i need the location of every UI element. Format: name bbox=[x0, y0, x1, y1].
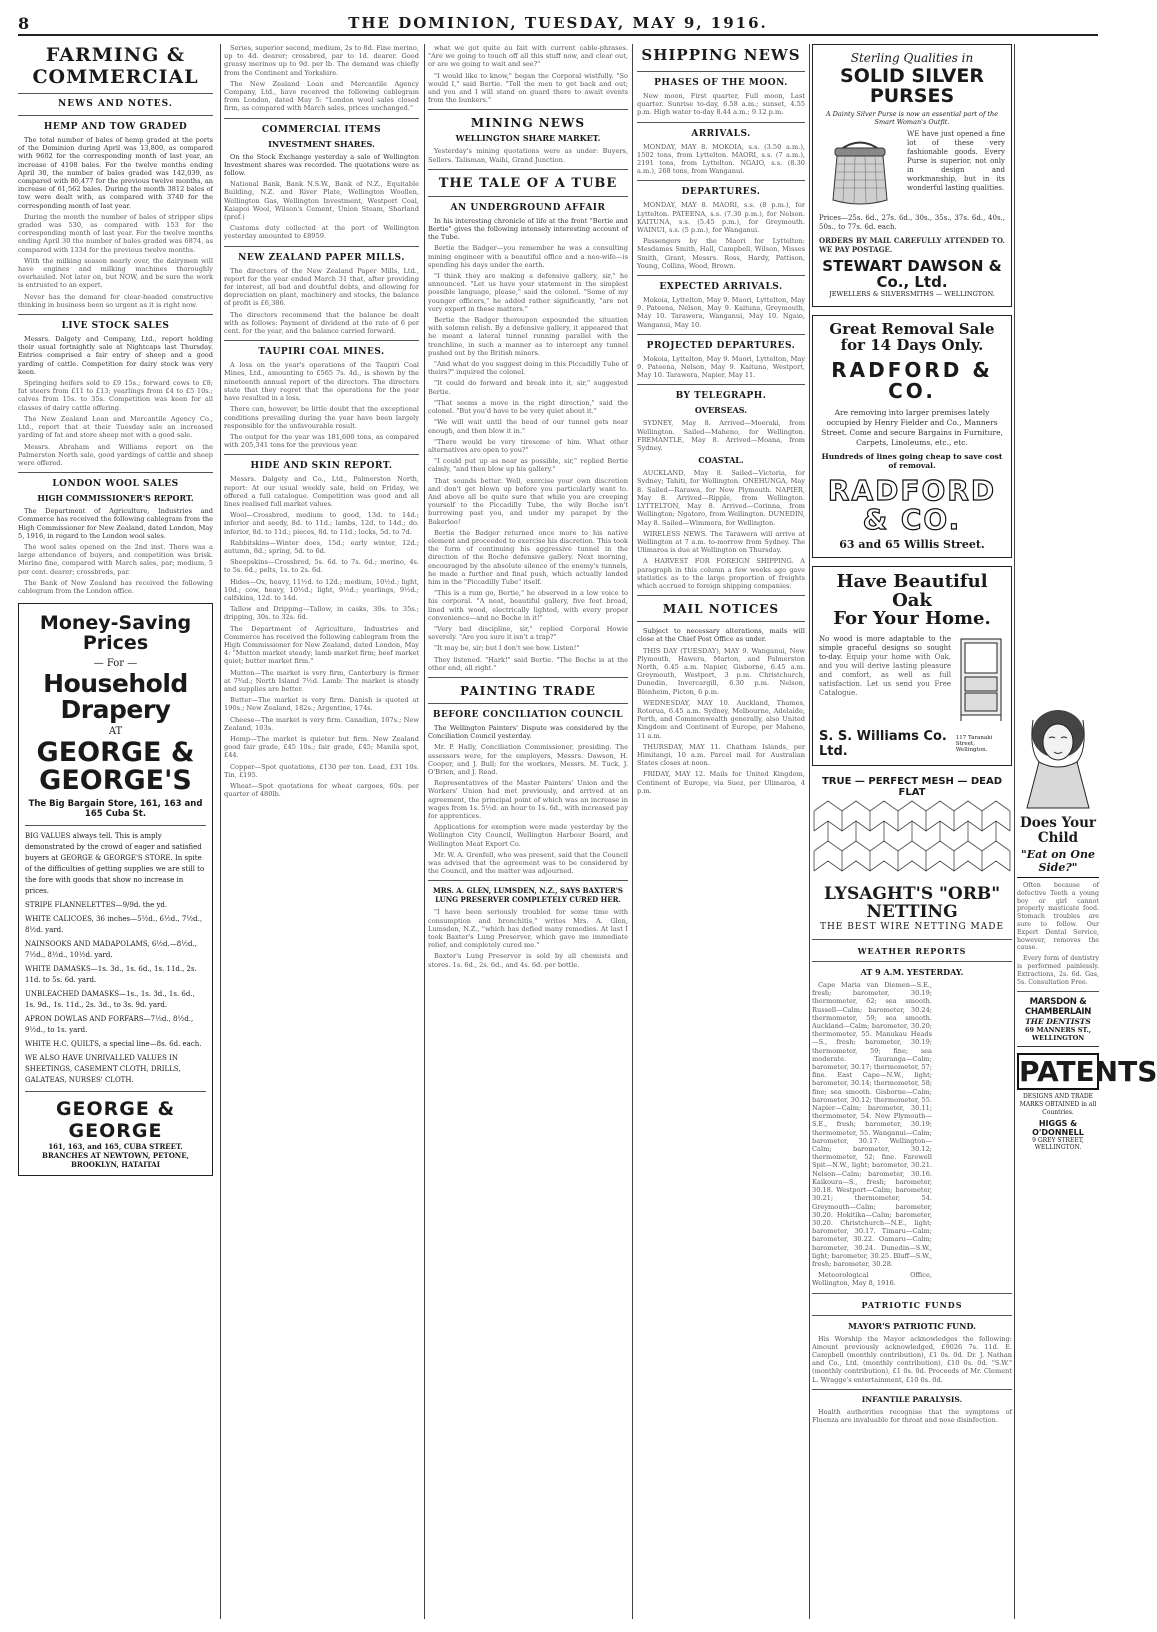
ad-intro: BIG VALUES always tell. This is amply demonstrated by the crowd of eager and satisfied buyers at GEORGE & GEORGE'S STORE. In spite of the difficulties of getting supplies we are still to the fore with goods that show no increase in prices. bbox=[25, 832, 205, 896]
story-body: what we got quite au fait with current cable-phrases. "Are we going to touch off all this stuff now, and clear out, or are we going to wait and see?" "I would like to know," began the Corporal wistfully. "So would I," said Bertie. "Tell the men to get back and out; and you and I will stand on guard there to await events from the bunkers." bbox=[428, 44, 628, 105]
story-title: LIVE STOCK SALES bbox=[61, 321, 170, 332]
ad-title-top: Sterling Qualities in bbox=[850, 51, 974, 65]
ad-headline: Have Beautiful Oak bbox=[836, 570, 988, 611]
story-title: TAUPIRI COAL MINES. bbox=[258, 347, 385, 358]
ad-title-big: SOLID SILVER PURSES bbox=[840, 65, 984, 107]
departures-title: DEPARTURES. bbox=[681, 187, 761, 198]
story-body: Subject to necessary alterations, mails will close at the Chief Post Office as under. THIS DAY (TUESDAY), MAY 9. Wanganui, New Plymouth, Hawera, Marton, and Palmerston North, 6.45 a.m. Napier, Gisborne, 6.45 a.m. Greymouth, Westport, 3 p.m. Christchurch, Dunedin, Invercargill, 6.30 p.m. Nelson, Blenheim, Picton, 6 p.m. WEDNESDAY, MAY 10. Auckland, Thames, Rotorua, 6.45 a.m. Sydney, Melbourne, Adelaide, Perth, and Commonwealth generally, also United Kingdom and Continent of Europe, per Maheno, 11 a.m. THURSDAY, MAY 11. Chatham Islands, per Himitangi, 10 a.m. Parcel mail for Australian States closes at noon. FRIDAY, MAY 12. Mails for United Kingdom, Continent of Europe, via Suez, per Ulimaroa, 4 p.m. bbox=[637, 627, 805, 795]
weather-title: WEATHER REPORTS bbox=[857, 946, 967, 957]
story-title: HIDE AND SKIN REPORT. bbox=[250, 461, 393, 472]
newspaper-title: THE DOMINION, TUESDAY, MAY 9, 1916. bbox=[348, 14, 768, 32]
ad-top-line: TRUE — PERFECT MESH — DEAD FLAT bbox=[821, 776, 1003, 799]
ad-subline: THE BEST WIRE NETTING MADE bbox=[819, 922, 1005, 933]
ad-firm-name: S. S. Williams Co. Ltd. bbox=[819, 729, 947, 760]
ad-headline-drapery: Household Drapery bbox=[43, 669, 188, 725]
story-body: His Worship the Mayor acknowledges the following: Amount previously acknowledged, £9026 7s. 11d. E. Campbell (monthly contribution), £1 0s. 0d. Dr. J. Nathan and Co., Ltd. (monthly contribution), £10 0s. 0d. "S.W." (monthly contribution), £1 0s. 0d. Proceeds of Mr. Clement L. Wragge's entertainment, £10 0s. 0d. bbox=[812, 1334, 1012, 1384]
story-title: THE TALE OF A TUBE bbox=[438, 175, 618, 191]
page-number: 8 bbox=[18, 14, 30, 33]
story-title: LONDON WOOL SALES bbox=[52, 479, 179, 490]
dentist-firm-name: MARSDON & CHAMBERLAIN bbox=[1024, 997, 1092, 1018]
ad-item: WHITE H.C. QUILTS, a special line—8s. 6d. each. bbox=[25, 1040, 202, 1049]
story-body: A loss on the year's operations of the Taupiri Coal Mines, Ltd., amounting to £565 7s. 4d., is shown by the nineteenth annual report of the directors. The directors state that they regret that the operations for the year have resulted in a loss. There can, however, be little doubt that the exceptional conditions prevailing during the year have been largely responsible for the unfavourable result. The output for the year was 181,600 tons, as compared with 205,341 tons for the previous year. bbox=[224, 361, 419, 450]
ad-headline: Great Removal Sale for 14 Days Only. bbox=[829, 320, 995, 355]
arrivals-title: ARRIVALS. bbox=[691, 128, 751, 139]
ad-store-address: The Big Bargain Store, 161, 163 and 165 Cuba St. bbox=[28, 799, 203, 820]
dentist-firm-sub: THE DENTISTS bbox=[1025, 1017, 1091, 1027]
ad-item: UNBLEACHED DAMASKS—1s., 1s. 3d., 1s. 6d., 1s. 9d., 1s. 11d., 2s. 3d., to 3s. 9d. yard. bbox=[25, 990, 195, 1010]
story-subtitle: INVESTMENT SHARES. bbox=[268, 138, 375, 149]
section-title-farming: FARMING & COMMERCIAL bbox=[32, 44, 199, 88]
mayor-fund-title: MAYOR'S PATRIOTIC FUND. bbox=[848, 1320, 976, 1331]
story-body: The Wellington Painters' Dispute was considered by the Conciliation Council yesterday. Mr. P. Hally, Conciliation Commissioner, presiding. The assessors were, for the employers, Messrs. Dawson, H. Cooper, and J. Bull; for the workers, Messrs. M. Tuck, J. O'Brien, and J. Read. Representatives of the Master Painters' Union and the Workers' Union had met previously, and arrived at an agreement, the principal point of which was an increase in wages from 1s. 5½d. an hour to 1s. 6d., with increased pay for apprentices. Applications for exemption were made yesterday by the Wellington City Council, Wellington Harbour Board, and Wellington Meat Export Co. Mr. W. A. Grenfell, who was present, said that the Council was advised that the agreement was to be considered by the Council, and the matter was adjourned. bbox=[428, 723, 628, 876]
ad-item: APRON DOWLAS AND FORFARS—7½d., 8½d., 9½d., to 1s. yard. bbox=[25, 1015, 194, 1035]
expected-title: EXPECTED ARRIVALS. bbox=[659, 282, 783, 293]
story-body: New moon, First quarter, Full moon, Last quarter. Sunrise to-day, 6.58 a.m.; sunset, 4.55 p.m. High water to-day 8.44 a.m.; 9.12 p.m. bbox=[637, 92, 805, 117]
ad-body: Are removing into larger premises lately occupied by Henry Fielder and Co., Manners Street. Come and secure Bargains in Furniture, Carpets, Linoleums, etc., etc. bbox=[821, 407, 1003, 447]
story-body: SYDNEY, May 8. Arrived—Moeraki, from Wellington. Sailed—Maheno, for Wellington. FREMANTLE, May 8. Arrived—Moana, from Sydney. bbox=[637, 419, 805, 453]
story-body: Messrs. Dalgety and Company, Ltd., report holding their usual fortnightly sale at Nightcaps last Thursday. Entries comprised a fair entry of sheep and a good yarding of cattle. Competition for dairy stock was very keen. Springing heifers sold to £9 15s.; forward cows to £8; fat steers from £11 to £13; yearlings from £4 to £5 10s.; calves from 15s. to 35s. Competition was keen for all classes of dairy cattle offering. The New Zealand Loan and Mercantile Agency Co., Ltd., report that at their Tuesday sale an increased yarding of fat and store sheep met with a good sale. Messrs. Abraham and Williams report on the Palmerston North sale, good yardings of cattle and sheep were offered. bbox=[18, 335, 213, 467]
story-body: "I have been seriously troubled for some time with consumption and bronchitis," writes Mrs. A. Glen, Lumsden, N.Z., "which has defied many remedies. At last I took Baxter's Lung Preserver, which gave me immediate relief, and completely cured me." Baxter's Lung Preserver is sold by all chemists and stores. 1s. 6d., 2s. 6d., and 4s. 6d. per bottle. bbox=[428, 908, 628, 969]
ad-tagline: A Dainty Silver Purse is now an essential part of the Smart Woman's Outfit. bbox=[825, 109, 999, 126]
story-body: The total number of bales of hemp graded at the ports of the Dominion during April was 13,800, as compared with 9602 for the corresponding month of last year, an increase of 4198 bales. For the twelve months ending April 30, the number of bales graded was 142,039, as compared with 80,477 for the previous twelve months, an increase of 61,562 bales. During the month 3812 bales of tow were dealt with, as compared with 3740 for the corresponding month of last year. During the month the number of bales of stripper slips graded was 530, as compared with 153 for the corresponding month of last year. For the twelve months ending April 30 the number of bales graded was 6874, as compared with 1334 for the previous twelve months. With the milking season nearly over, the dairymen will have engines and milking machines thoroughly overhauled. Not later on, but NOW, and be sure the work is entrusted to an expert. Never has the demand for clear-headed constructive thinking in business been so urgent as it is right now. bbox=[18, 136, 213, 309]
ad-body: Often because of defective Teeth a young boy or girl cannot properly masticate food. Stomach troubles are sure to follow. Our Expert Dental Service, however, removes the cause. Every form of dentistry is performed painlessly. Extractions, 2s. 6d. Gas, 5s. Consultation Free. bbox=[1017, 882, 1099, 986]
ad-firm-name: RADFORD & CO. bbox=[831, 357, 993, 403]
ad-orders: ORDERS BY MAIL CAREFULLY ATTENDED TO. WE PAY POSTAGE. bbox=[819, 235, 1005, 254]
column-3 bbox=[428, 44, 628, 1619]
mail-notices-title: MAIL NOTICES bbox=[662, 602, 780, 617]
patents-headline: PATENTS bbox=[1019, 1055, 1157, 1089]
ad-headline: For Your Home. bbox=[833, 608, 991, 630]
story-body: Yesterday's mining quotations were as under: Buyers, Sellers. Talisman, Waihi, Grand Junction. bbox=[428, 147, 628, 164]
patents-firm: HIGGS & O'DONNELL bbox=[1032, 1119, 1084, 1138]
patriotic-funds-title: PATRIOTIC FUNDS bbox=[861, 1299, 963, 1310]
story-body: Mokoia, Lyttelton, May 9. Maori, Lyttelton, May 9. Pateena, Nelson, May 9. Kaituna, Westport, May 10. Tarawera, Napier, May 11. bbox=[637, 354, 805, 380]
ad-firm-name: LYSAGHT'S "ORB" NETTING bbox=[823, 884, 1001, 923]
story-body: Cape Maria van Diemen—S.E., fresh; barometer, 30.19; thermometer, 62; sea smooth. Russell—Calm; barometer, 30.24; thermometer, 59; sea smooth. Auckland—Calm; barometer, 30.20; thermometer, 55. Manukau Heads—S., fresh; barometer, 30.19; thermometer, 59; fine; sea moderate. Tauranga—Calm; barometer, 30.17; thermometer, 57; fine. East Cape—N.W., light; barometer, 30.14; thermometer, 58; fine; sea smooth. Gisborne—Calm; barometer, 30.12; thermometer, 55. Napier—Calm; barometer, 30.11; thermometer, 54. New Plymouth—S.E., fresh; barometer, 30.19; thermometer, 55. Wanganui—Calm; barometer, 30.17. Wellington—Calm; barometer, 30.12; thermometer, 52; fine. Farewell Spit—N.W., light; barometer, 30.21. Nelson—Calm; barometer, 30.16. Kaikoura—S., fresh; barometer, 30.18. Westport—Calm; barometer, 30.21; thermometer, 54. Greymouth—Calm; barometer, 30.20. Hokitika—Calm; barometer, 30.20. Christchurch—N.E., light; barometer, 30.17. Timaru—Calm; barometer, 30.22. Oamaru—Calm; barometer, 30.24. Dunedin—S.W., light; barometer, 30.25. Bluff—S.W., fresh; barometer, 30.28. Meteorological Office, Wellington, May 8, 1916. bbox=[812, 981, 932, 1288]
ad-headline-quote: "Eat on One Side?" bbox=[1017, 848, 1099, 878]
column-1 bbox=[18, 44, 213, 1619]
lysaght-netting-advertisement bbox=[812, 774, 1012, 934]
ad-store-name: GEORGE & GEORGE'S bbox=[36, 736, 195, 796]
radford-advertisement bbox=[812, 315, 1012, 557]
ad-headline: Money-Saving Prices bbox=[39, 612, 192, 655]
patents-address: 9 GREY STREET, WELLINGTON. bbox=[1032, 1137, 1084, 1152]
masthead bbox=[18, 14, 1098, 36]
ad-address: 63 and 65 Willis Street. bbox=[839, 537, 985, 551]
ad-line: Hundreds of lines going cheap to save cost of removal. bbox=[821, 451, 1003, 470]
telegraph-title: BY TELEGRAPH. bbox=[675, 391, 767, 402]
story-body: MONDAY, MAY 8. MOKOIA, s.s. (3.50 a.m.), 1502 tons, from Lyttelton. MAORI, s.s. (7 a.m.), 2191 tons, from Lyttelton. NGAIO, s.s. (8.30 a.m.), 268 tons, from Wanganui. bbox=[637, 142, 805, 176]
weather-subtitle: AT 9 A.M. YESTERDAY. bbox=[860, 967, 964, 978]
ad-body: WE have just opened a fine lot of these very fashionable goods. Every Purse is superior, not only in design and workmanship, but in its wonderful lasting qualities. bbox=[907, 129, 1005, 192]
ad-footer-branches: BRANCHES AT NEWTOWN, PETONE, BROOKLYN, HATAITAI bbox=[42, 1151, 189, 1170]
story-body: Health authorities recognise that the symptoms of Fluenza are invaluable for throat and nose disinfection. bbox=[812, 1407, 1012, 1424]
story-title: COMMERCIAL ITEMS bbox=[261, 124, 382, 135]
ad-body: No wood is more adaptable to the simple graceful designs so sought to-day. Equip your home with Oak, and you will derive lasting pleasure and comfort, as well as full satisfaction. Let us send you Free Catalogue. bbox=[819, 635, 951, 698]
lady-illustration bbox=[1017, 700, 1099, 810]
ad-item: WHITE CALICOES, 36 inches—5½d., 6½d., 7½d., 8½d. yard. bbox=[25, 915, 203, 935]
ad-item: NAINSOOKS AND MADAPOLAMS, 6½d.—8½d., 7½d., 8½d., 10½d. yard. bbox=[25, 940, 197, 960]
story-body: AUCKLAND, May 8. Sailed—Victoria, for Sydney; Tahiti, for Wellington. ONEHUNGA, May 8. Sailed—Rarawa, for New Plymouth. NAPIER, May 8. Arrived—Ripple, from Wellington. LYTTELTON, May 8. Arrived—Corinna, from Wellington; Ngatoro, from Wellington. DUNEDIN, May 8. Sailed—Wimmera, for Wellington. WIRELESS NEWS. The Tarawera will arrive at Wellington at 7 a.m. to-morrow from Sydney. The Ulimaroa is due at Wellington on Thursday. A HARVEST FOR FOREIGN SHIPPING. A paragraph in this column a few weeks ago gave statistics as to the large proportion of freights which accrued to foreign shipping companies. bbox=[637, 469, 805, 590]
ad-firm-sub: JEWELLERS & SILVERSMITHS — WELLINGTON. bbox=[829, 290, 995, 299]
ad-item: WHITE DAMASKS—1s. 3d., 1s. 6d., 1s. 11d., 2s. 11d. to 5s. 6d. yard. bbox=[25, 965, 197, 985]
ad-footer bbox=[25, 1098, 206, 1169]
story-body: Mokoia, Lyttelton, May 9. Maori, Lyttelton, May 9. Pateena, Nelson, May 9. Kaituna, Greymouth, May 10. Tarawera, Wanganui, May 10. Ngaio, Wanganui, May 10. bbox=[637, 296, 805, 329]
story-title: NEW ZEALAND PAPER MILLS. bbox=[238, 252, 405, 263]
ad-body bbox=[25, 831, 206, 1086]
purse-icon bbox=[825, 130, 895, 210]
story-body: On the Stock Exchange yesterday a sale of Wellington Investment shares was recorded. The quotations were as follow. National Bank, Bank N.S.W., Bank of N.Z., Equitable Building, N.Z. and River Plate, Wellington Woollen, Wellington Gas, Wellington Investment, Westport Coal, Kaiapoi Wool, Wilson's Cement, Union Steam, Sharland (pref.) Customs duty collected at the port of Wellington yesterday amounted to £8959. bbox=[224, 152, 419, 241]
stewart-dawson-advertisement bbox=[812, 44, 1012, 307]
section-subtitle: NEWS AND NOTES. bbox=[58, 99, 173, 109]
story-body: Messrs. Dalgety and Co., Ltd., Palmerston North, report: At our usual weekly sale, held on Friday, we offered a full catalogue. Competition was good and all lines realised full market values. Wool—Crossbred, medium to good, 13d. to 14d.; inferior and seedy, 8d. to 11d.; lambs, 12d. to 14d.; do. inferior, 8d. to 11d.; pieces, 8d. to 11d.; locks, 5d. to 7d. Rabbitskins—Winter does, 15d.; early winter, 12d.; autumn, 8d.; spring, 5d. to 6d. Sheepskins—Crossbred, 5s. 6d. to 7s. 6d.; merino, 4s. to 5s. 6d.; pelts, 1s. to 2s. 6d. Hides—Ox, heavy, 11½d. to 12d.; medium, 10½d.; light, 10d.; cow, heavy, 10½d.; light, 9½d.; yearlings, 9½d.; calfskins, 12d. to 14d. Tallow and Dripping—Tallow, in casks, 30s. to 35s.; dripping, 30s. to 32s. 6d. The Department of Agriculture, Industries and Commerce has received the following cablegram from the High Commissioner for New Zealand, dated London, May 4: "Mutton market steady; lamb market firm; beef market quiet; butter market firm." Mutton—The market is very firm, Canterbury is firmer at 7¾d.; North Island 7½d. Lamb: The market is steady and supplies are better. Butter—The market is very firm. Danish is quoted at 190s.; New Zealand, 182s.; Argentine, 174s. Cheese—The market is very firm. Canadian, 107s.; New Zealand, 103s. Hemp—The market is quieter but firm. New Zealand good fair grade, £45 10s.; fair grade, £45; Manila spot, £44. Copper—Spot quotations, £130 per ton. Lead, £31 10s. Tin, £195. Wheat—Spot quotations for wheat cargoes, 60s. per quarter of 480lb. bbox=[224, 475, 419, 799]
column-2 bbox=[224, 44, 419, 1619]
ad-footer-name: GEORGE & GEORGE bbox=[55, 1098, 176, 1143]
story-title: PAINTING TRADE bbox=[460, 683, 596, 698]
column-rule bbox=[632, 44, 633, 1619]
ad-item: STRIPE FLANNELETTES—9/9d. the yd. bbox=[25, 901, 168, 910]
coastal-title: COASTAL. bbox=[698, 455, 744, 466]
column-6 bbox=[1017, 44, 1157, 1619]
patents-sub: DESIGNS AND TRADE MARKS OBTAINED in all Countries. bbox=[1019, 1093, 1097, 1117]
overseas-title: OVERSEAS. bbox=[694, 405, 748, 416]
column-rule bbox=[220, 44, 221, 1619]
george-and-george-advertisement bbox=[18, 603, 213, 1176]
column-rule bbox=[424, 44, 425, 1619]
ad-item: WE ALSO HAVE UNRIVALLED VALUES IN SHEETINGS, CASEMENT CLOTH, DRILLS, GALATEAS, NURSES' CLOTH. bbox=[25, 1054, 181, 1085]
column-4 bbox=[637, 44, 805, 1619]
story-body: The directors of the New Zealand Paper Mills, Ltd., report for the year ended March 31 that, after providing for interest, all bad and doubtful debts, and allowing for depreciation on plant, machinery and stocks, the balance of profit is £6,386. The directors recommend that the balance be dealt with as follows: Payment of dividend at the rate of 6 per cent. for the year, and the balance carried forward. bbox=[224, 266, 419, 336]
column-5 bbox=[812, 44, 1012, 1619]
story-subtitle: HIGH COMMISSIONER'S REPORT. bbox=[37, 493, 194, 504]
story-subtitle: WELLINGTON SHARE MARKET. bbox=[455, 133, 601, 144]
story-body: MONDAY, MAY 8. MAORI, s.s. (8 p.m.), for Lyttelton. PATEENA, s.s. (7.30 p.m.), for Nelson. KAITUNA, s.s. (5.45 p.m.), for Greymouth. WAINUI, s.s. (5 p.m.), for Wanganui. Passengers by the Maori for Lyttelton: Mesdames Smith, Hall, Campbell, Wilson, Misses Smith, Grant, Messrs. Ross, Hardy, Pattison, Young, Collins, Wood, Brown. bbox=[637, 201, 805, 270]
purse-illustration bbox=[819, 130, 901, 210]
infantile-paralysis-title: INFANTILE PARALYSIS. bbox=[861, 1394, 963, 1404]
story-body: Series, superior second, medium, 2s to 8d. Fine merino, up to 4d. dearer; crossbred, par to 1d. dearer. Good greasy merinos up to 9d. per lb. The demand was chiefly from the Continent and Yorkshire. The New Zealand Loan and Mercantile Agency Company, Ltd., have received the following cablegram from London, dated May 5: "London wool sales closed firm, as compared with March sales, prices unchanged." bbox=[224, 44, 419, 113]
story-body: The Department of Agriculture, Industries and Commerce has received the following cablegram from the High Commissioner for New Zealand, dated London, May 5, 1916, in regard to the London wool sales. The wool sales opened on the 2nd inst. There was a large attendance of buyers, and competition was brisk. Merino fine, compared with March sales, par; medium, 5 per cent. dearer; crossbreds, par. The Bank of New Zealand has received the following cablegram from the London office. bbox=[18, 507, 213, 595]
wire-netting-icon bbox=[814, 801, 1010, 883]
woman-portrait-icon bbox=[1019, 700, 1097, 810]
story-title: MRS. A. GLEN, LUMSDEN, N.Z., SAYS BAXTER'S LUNG PRESERVER COMPLETELY CURED HER. bbox=[433, 886, 623, 905]
phases-title: PHASES OF THE MOON. bbox=[654, 78, 788, 88]
story-title: MINING NEWS bbox=[470, 116, 586, 131]
ad-firm-name: STEWART DAWSON & Co., Ltd. bbox=[822, 256, 1002, 291]
cabinet-icon bbox=[957, 635, 1005, 723]
ad-address: 117 Taranaki Street, Wellington. bbox=[955, 735, 993, 754]
ad-firm-name-large: RADFORD & CO. bbox=[827, 473, 997, 537]
williams-oak-advertisement bbox=[812, 566, 1012, 767]
projected-title: PROJECTED DEPARTURES. bbox=[646, 340, 796, 351]
story-body: In his interesting chronicle of life at the front "Bertie and Bertie" gives the following intensely interesting account of the Tube. Bertie the Badger—you remember he was a consulting mining engineer with a beautiful office and a neo-wife—is spending his days under the earth. "I think they are making a defensive gallery, sir," he announced. "Let us have your statement in the simplest possible language, please," said the colonel. "Some of my younger officers," he added rather significantly, "are not very expert in these matters." Bertie the Badger thereupon expounded the situation with solemn relish. By a defensive gallery, it appeared that he meant a lateral tunnel running parallel with the trenchline, in such a manner as to intercept any tunnel pushed out by the British miners. "And what do you suggest doing in this Piccadilly Tube of theirs?" inquired the colonel. "It could do forward and break into it, sir," suggested Bertie. "That seems a move in the right direction," said the colonel. "But you'd have to be very quiet about it." "We will wait until the head of our tunnel gets near enough, and then blow it in." "There would be very tiresome of him. What other alternatives are open to you?" "I could put up as near as possible, sir," replied Bertie calmly, "and then blow up his gallery." That sounds better. Well, exercise your own discretion and don't get blown up before you particularly want to. And above all be quite sure that while you are creeping yourself to the Piccadilly Tube, the wily Boche isn't burrowing past you, and under my parapet by the Bakerloo! Bertie the Badger returned once more to his native element and proceeded to exercise his discretion. This took the form of continuing his aggressive tunnel in the direction of the Boche defensive gallery. Next morning, encouraged by the absolute silence of the enemy's tunnels, he made a further and final push, which actually landed him in the "Piccadilly Tube" itself. "This is a rum go, Bertie," he observed in a low voice to his corporal. "A neat, beautiful gallery, five feet broad, lined with wood, electrically lighted, with every proper convenience—and no Boche in it!" "Very bad discipline, sir," replied Corporal Howie severely. "Are you sure it isn't a trap?" "It may be, sir; but I don't see how. Listen!" They listened. "Hark!" said Bertie. "The Boche is at the other end, all right." bbox=[428, 216, 628, 672]
column-rule bbox=[1014, 44, 1015, 1619]
dentist-address: 69 MANNERS ST., WELLINGTON bbox=[1017, 1026, 1099, 1047]
ad-prices: Prices—25s. 6d., 27s. 6d., 30s., 35s., 37s. 6d., 40s., 50s., to 77s. 6d. each. bbox=[819, 213, 1005, 231]
ad-at-text: AT bbox=[108, 725, 123, 737]
section-title-shipping: SHIPPING NEWS bbox=[641, 46, 801, 64]
ad-footer-address: 161, 163, and 165, CUBA STREET. bbox=[48, 1142, 183, 1152]
story-subtitle: BEFORE CONCILIATION COUNCIL bbox=[432, 709, 624, 720]
story-title: HEMP AND TOW GRADED bbox=[43, 122, 188, 132]
column-rule bbox=[809, 44, 810, 1619]
ad-headline: Does Your Child bbox=[1020, 815, 1096, 846]
ad-for-text: — For — bbox=[93, 658, 138, 670]
story-subtitle: AN UNDERGROUND AFFAIR bbox=[450, 202, 606, 213]
